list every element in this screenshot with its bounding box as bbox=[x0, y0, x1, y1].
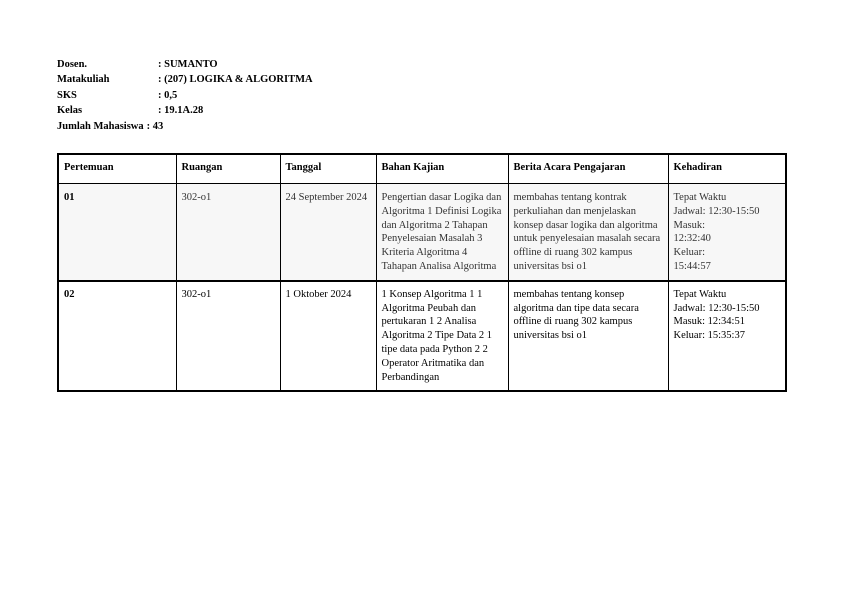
table-header-row bbox=[58, 154, 786, 184]
ruangan-cell: 302-o1 bbox=[176, 184, 280, 281]
dosen-label: Dosen. bbox=[57, 59, 88, 70]
jumlah-mahasiswa-row bbox=[57, 119, 313, 134]
tanggal-cell: 1 Oktober 2024 bbox=[280, 281, 376, 392]
kehadiran-masuk: Masuk: 12:34:51 bbox=[673, 316, 745, 328]
pertemuan-cell: 01 bbox=[58, 184, 176, 281]
column-header-bahan-kajian: Bahan Kajian bbox=[376, 154, 508, 184]
column-header-ruangan: Ruangan bbox=[176, 154, 280, 184]
berita-acara-cell: membahas tentang konsep algoritma dan tipe data secara offline di ruang 302 kampus universitas bsi o1 bbox=[508, 281, 668, 392]
kehadiran-status: Tepat Waktu bbox=[673, 288, 727, 300]
kehadiran-cell bbox=[668, 184, 786, 281]
table-row bbox=[58, 184, 786, 281]
kehadiran-jadwal: Jadwal: 12:30-15:50 bbox=[673, 302, 760, 314]
kelas-label: Kelas bbox=[57, 105, 83, 117]
jumlah-mahasiswa-value: : 43 bbox=[146, 120, 164, 132]
matakuliah-value: : (207) LOGIKA & ALGORITMA bbox=[158, 74, 313, 86]
kehadiran-status: Tepat Waktu bbox=[673, 192, 727, 203]
kehadiran-masuk-label: Masuk: bbox=[673, 219, 705, 231]
attendance-table bbox=[57, 153, 787, 392]
bahan-kajian-cell: Pengertian dasar Logika dan Algoritma 1 Definisi Logika dan Algoritma 2 Tahapan Penyelesaian Masalah 3 Kriteria Algoritma 4 Tahapan Analisa Algoritma bbox=[376, 184, 508, 281]
kehadiran-cell bbox=[668, 281, 786, 392]
column-header-kehadiran: Kehadiran bbox=[668, 154, 786, 184]
kelas-row bbox=[57, 103, 313, 118]
pertemuan-cell: 02 bbox=[58, 281, 176, 392]
sks-value: : 0,5 bbox=[158, 89, 178, 101]
matakuliah-row bbox=[57, 72, 313, 87]
dosen-row bbox=[57, 57, 313, 72]
kehadiran-keluar: 15:44:57 bbox=[673, 260, 711, 272]
matakuliah-label: Matakuliah bbox=[57, 74, 110, 86]
course-header bbox=[57, 57, 313, 134]
ruangan-cell: 302-o1 bbox=[176, 281, 280, 392]
bahan-kajian-cell: 1 Konsep Algoritma 1 1 Algoritma Peubah dan pertukaran 1 2 Analisa Algoritma 2 Tipe Data 2 1 tipe data pada Python 2 2 Operator Aritmatika dan Perbandingan bbox=[376, 281, 508, 392]
tanggal-cell: 24 September 2024 bbox=[280, 184, 376, 281]
column-header-tanggal: Tanggal bbox=[280, 154, 376, 184]
dosen-value: : SUMANTO bbox=[158, 59, 218, 70]
table-row bbox=[58, 281, 786, 392]
kehadiran-keluar-label: Keluar: bbox=[673, 247, 705, 259]
berita-acara-cell: membahas tentang kontrak perkuliahan dan menjelaskan konsep dasar logika dan algoritma untuk penyelesaian masalah secara offline di ruang 302 kampus universitas bsi o1 bbox=[508, 184, 668, 281]
kehadiran-masuk: 12:32:40 bbox=[673, 233, 711, 245]
sks-row bbox=[57, 88, 313, 103]
kehadiran-keluar: Keluar: 15:35:37 bbox=[673, 330, 745, 342]
kehadiran-jadwal: Jadwal: 12:30-15:50 bbox=[673, 205, 760, 217]
kelas-value: : 19.1A.28 bbox=[158, 105, 204, 117]
column-header-berita-acara: Berita Acara Pengajaran bbox=[508, 154, 668, 184]
sks-label: SKS bbox=[57, 89, 77, 101]
jumlah-mahasiswa-label: Jumlah Mahasiswa bbox=[57, 120, 144, 132]
column-header-pertemuan: Pertemuan bbox=[58, 154, 176, 184]
